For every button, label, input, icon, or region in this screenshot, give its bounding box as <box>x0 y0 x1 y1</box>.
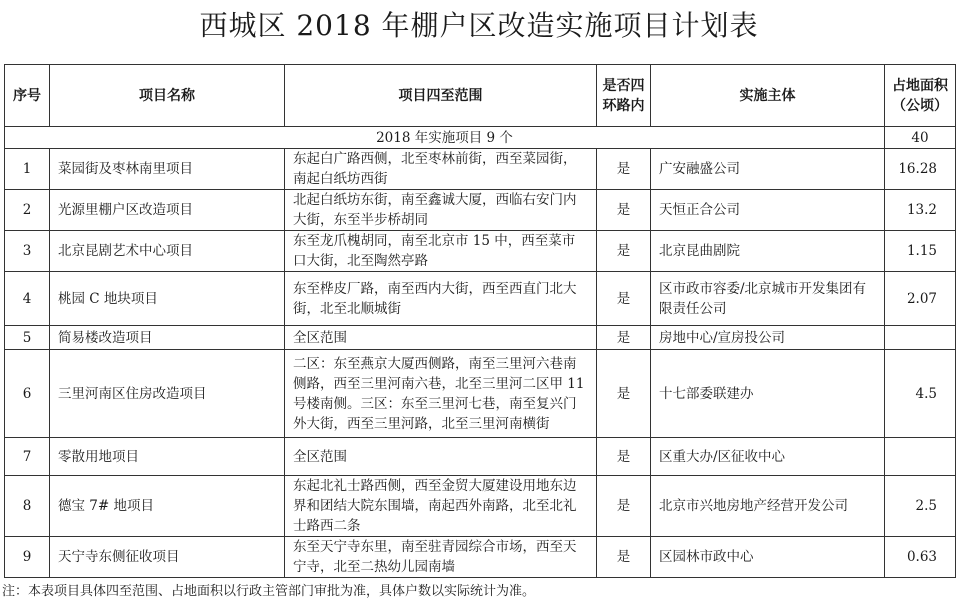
summary-label: 2018 年实施项目 9 个 <box>5 127 885 149</box>
cell-entity: 房地中心/宣房投公司 <box>651 326 885 350</box>
cell-seq: 3 <box>5 231 50 272</box>
cell-in-ring: 是 <box>597 231 651 272</box>
table-row <box>5 350 956 438</box>
table-row <box>5 231 956 272</box>
cell-project-name: 天宁寺东侧征收项目 <box>50 537 285 578</box>
cell-scope: 全区范围 <box>285 326 597 350</box>
cell-area: 2.5 <box>885 476 956 537</box>
header-in-ring: 是否四环路内 <box>597 65 651 127</box>
summary-row <box>5 127 956 149</box>
cell-seq: 7 <box>5 438 50 476</box>
header-name: 项目名称 <box>50 65 285 127</box>
cell-seq: 9 <box>5 537 50 578</box>
cell-seq: 2 <box>5 190 50 231</box>
header-row <box>5 65 956 127</box>
cell-entity: 北京市兴地房地产经营开发公司 <box>651 476 885 537</box>
cell-entity: 区市政市容委/北京城市开发集团有限责任公司 <box>651 272 885 326</box>
cell-area <box>885 438 956 476</box>
table-row <box>5 476 956 537</box>
cell-project-name: 桃园 C 地块项目 <box>50 272 285 326</box>
project-table <box>4 64 956 578</box>
cell-in-ring: 是 <box>597 438 651 476</box>
table-row <box>5 272 956 326</box>
table-row <box>5 190 956 231</box>
cell-project-name: 菜园街及枣林南里项目 <box>50 149 285 190</box>
summary-area: 40 <box>885 127 956 149</box>
cell-scope: 东起北礼士路西侧，西至金贸大厦建设用地东边界和团结大院东围墙，南起西外南路，北至北礼士路西二条 <box>285 476 597 537</box>
cell-entity: 十七部委联建办 <box>651 350 885 438</box>
cell-area: 4.5 <box>885 350 956 438</box>
page-title: 西城区 2018 年棚户区改造实施项目计划表 <box>199 9 759 42</box>
table-row <box>5 537 956 578</box>
cell-in-ring: 是 <box>597 326 651 350</box>
cell-scope: 东起白广路西侧，北至枣林前街，西至菜园街，南起白纸坊西街 <box>285 149 597 190</box>
cell-entity: 区重大办/区征收中心 <box>651 438 885 476</box>
cell-project-name: 零散用地项目 <box>50 438 285 476</box>
cell-project-name: 北京昆剧艺术中心项目 <box>50 231 285 272</box>
cell-area <box>885 326 956 350</box>
header-area: 占地面积（公顷） <box>885 65 956 127</box>
cell-seq: 6 <box>5 350 50 438</box>
cell-in-ring: 是 <box>597 190 651 231</box>
cell-project-name: 简易楼改造项目 <box>50 326 285 350</box>
header-entity: 实施主体 <box>651 65 885 127</box>
cell-scope: 全区范围 <box>285 438 597 476</box>
cell-area: 2.07 <box>885 272 956 326</box>
cell-seq: 1 <box>5 149 50 190</box>
cell-project-name: 德宝 7# 地项目 <box>50 476 285 537</box>
cell-entity: 天恒正合公司 <box>651 190 885 231</box>
cell-scope: 二区：东至燕京大厦西侧路，南至三里河六巷南侧路，西至三里河南六巷，北至三里河二区甲 11 号楼南侧。三区：东至三里河七巷，南至复兴门外大街，西至三里河路，北至三里河南横街 <box>285 350 597 438</box>
cell-entity: 广安融盛公司 <box>651 149 885 190</box>
cell-area: 13.2 <box>885 190 956 231</box>
cell-scope: 北起白纸坊东街，南至鑫诚大厦，西临右安门内大街，东至半步桥胡同 <box>285 190 597 231</box>
cell-area: 16.28 <box>885 149 956 190</box>
cell-in-ring: 是 <box>597 476 651 537</box>
cell-in-ring: 是 <box>597 272 651 326</box>
cell-in-ring: 是 <box>597 149 651 190</box>
cell-in-ring: 是 <box>597 537 651 578</box>
header-seq: 序号 <box>5 65 50 127</box>
cell-in-ring: 是 <box>597 350 651 438</box>
cell-area: 0.63 <box>885 537 956 578</box>
cell-seq: 5 <box>5 326 50 350</box>
header-scope: 项目四至范围 <box>285 65 597 127</box>
table-row <box>5 326 956 350</box>
cell-scope: 东至天宁寺东里，南至驻青园综合市场，西至天宁寺，北至二热幼儿园南墙 <box>285 537 597 578</box>
cell-project-name: 光源里棚户区改造项目 <box>50 190 285 231</box>
table-row <box>5 438 956 476</box>
cell-entity: 区园林市政中心 <box>651 537 885 578</box>
cell-scope: 东至龙爪槐胡同，南至北京市 15 中，西至菜市口大街，北至陶然亭路 <box>285 231 597 272</box>
cell-entity: 北京昆曲剧院 <box>651 231 885 272</box>
cell-scope: 东至桦皮厂路，南至西内大街，西至西直门北大街，北至北顺城街 <box>285 272 597 326</box>
cell-area: 1.15 <box>885 231 956 272</box>
cell-project-name: 三里河南区住房改造项目 <box>50 350 285 438</box>
table-row <box>5 149 956 190</box>
footnote: 注：本表项目具体四至范围、占地面积以行政主管部门审批为准，具体户数以实际统计为准。 <box>2 584 536 599</box>
cell-seq: 8 <box>5 476 50 537</box>
cell-seq: 4 <box>5 272 50 326</box>
